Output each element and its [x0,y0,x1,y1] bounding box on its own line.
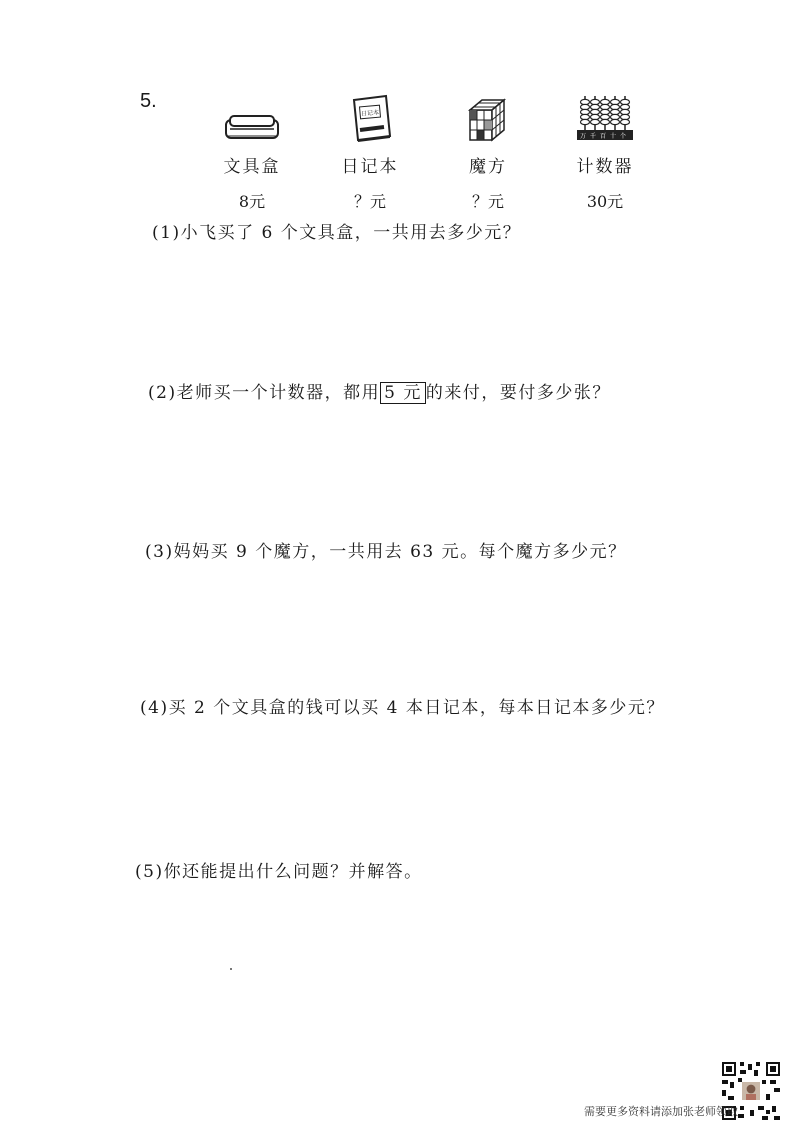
item-price: 8元 [238,192,266,211]
item-price: ？元 [353,192,386,211]
question-2 [148,378,611,403]
abacus-place-labels: 万千百十个 [579,133,631,140]
question-2-before: (2)老师买一个计数器，都用 [148,383,381,403]
abacus-icon [575,92,635,142]
item-name: 日记本 [341,157,399,177]
rubiks-cube-icon [466,98,510,142]
diary-icon [348,94,392,142]
question-2-after: 的来付，要付多少张？ [425,383,611,403]
item-name: 计数器 [576,157,634,177]
item-name: 文具盒 [223,157,281,177]
diary-cover-text: 日记本 [360,109,380,118]
item-rubiks-cube [428,92,548,212]
question-3: (3)妈妈买 9 个魔方，一共用去 63 元。每个魔方多少元？ [145,542,627,562]
item-price: ？元 [471,192,504,211]
question-1: (1)小飞买了 6 个文具盒，一共用去多少元？ [152,223,522,243]
item-abacus [545,92,665,212]
five-yuan-box: 5 元 [380,382,426,404]
question-number: 5. [140,90,157,112]
item-price: 30元 [586,192,624,211]
question-5: (5)你还能提出什么问题？并解答。 [135,862,423,882]
pencil-case-icon [224,112,280,142]
footer-note: 需要更多资料请添加张老师领取 [584,1105,738,1118]
item-pencil-case [192,92,312,212]
stray-dot [230,968,232,970]
item-name: 魔方 [469,157,507,177]
question-4: (4)买 2 个文具盒的钱可以买 4 本日记本，每本日记本多少元？ [140,698,665,718]
item-diary [310,92,430,212]
